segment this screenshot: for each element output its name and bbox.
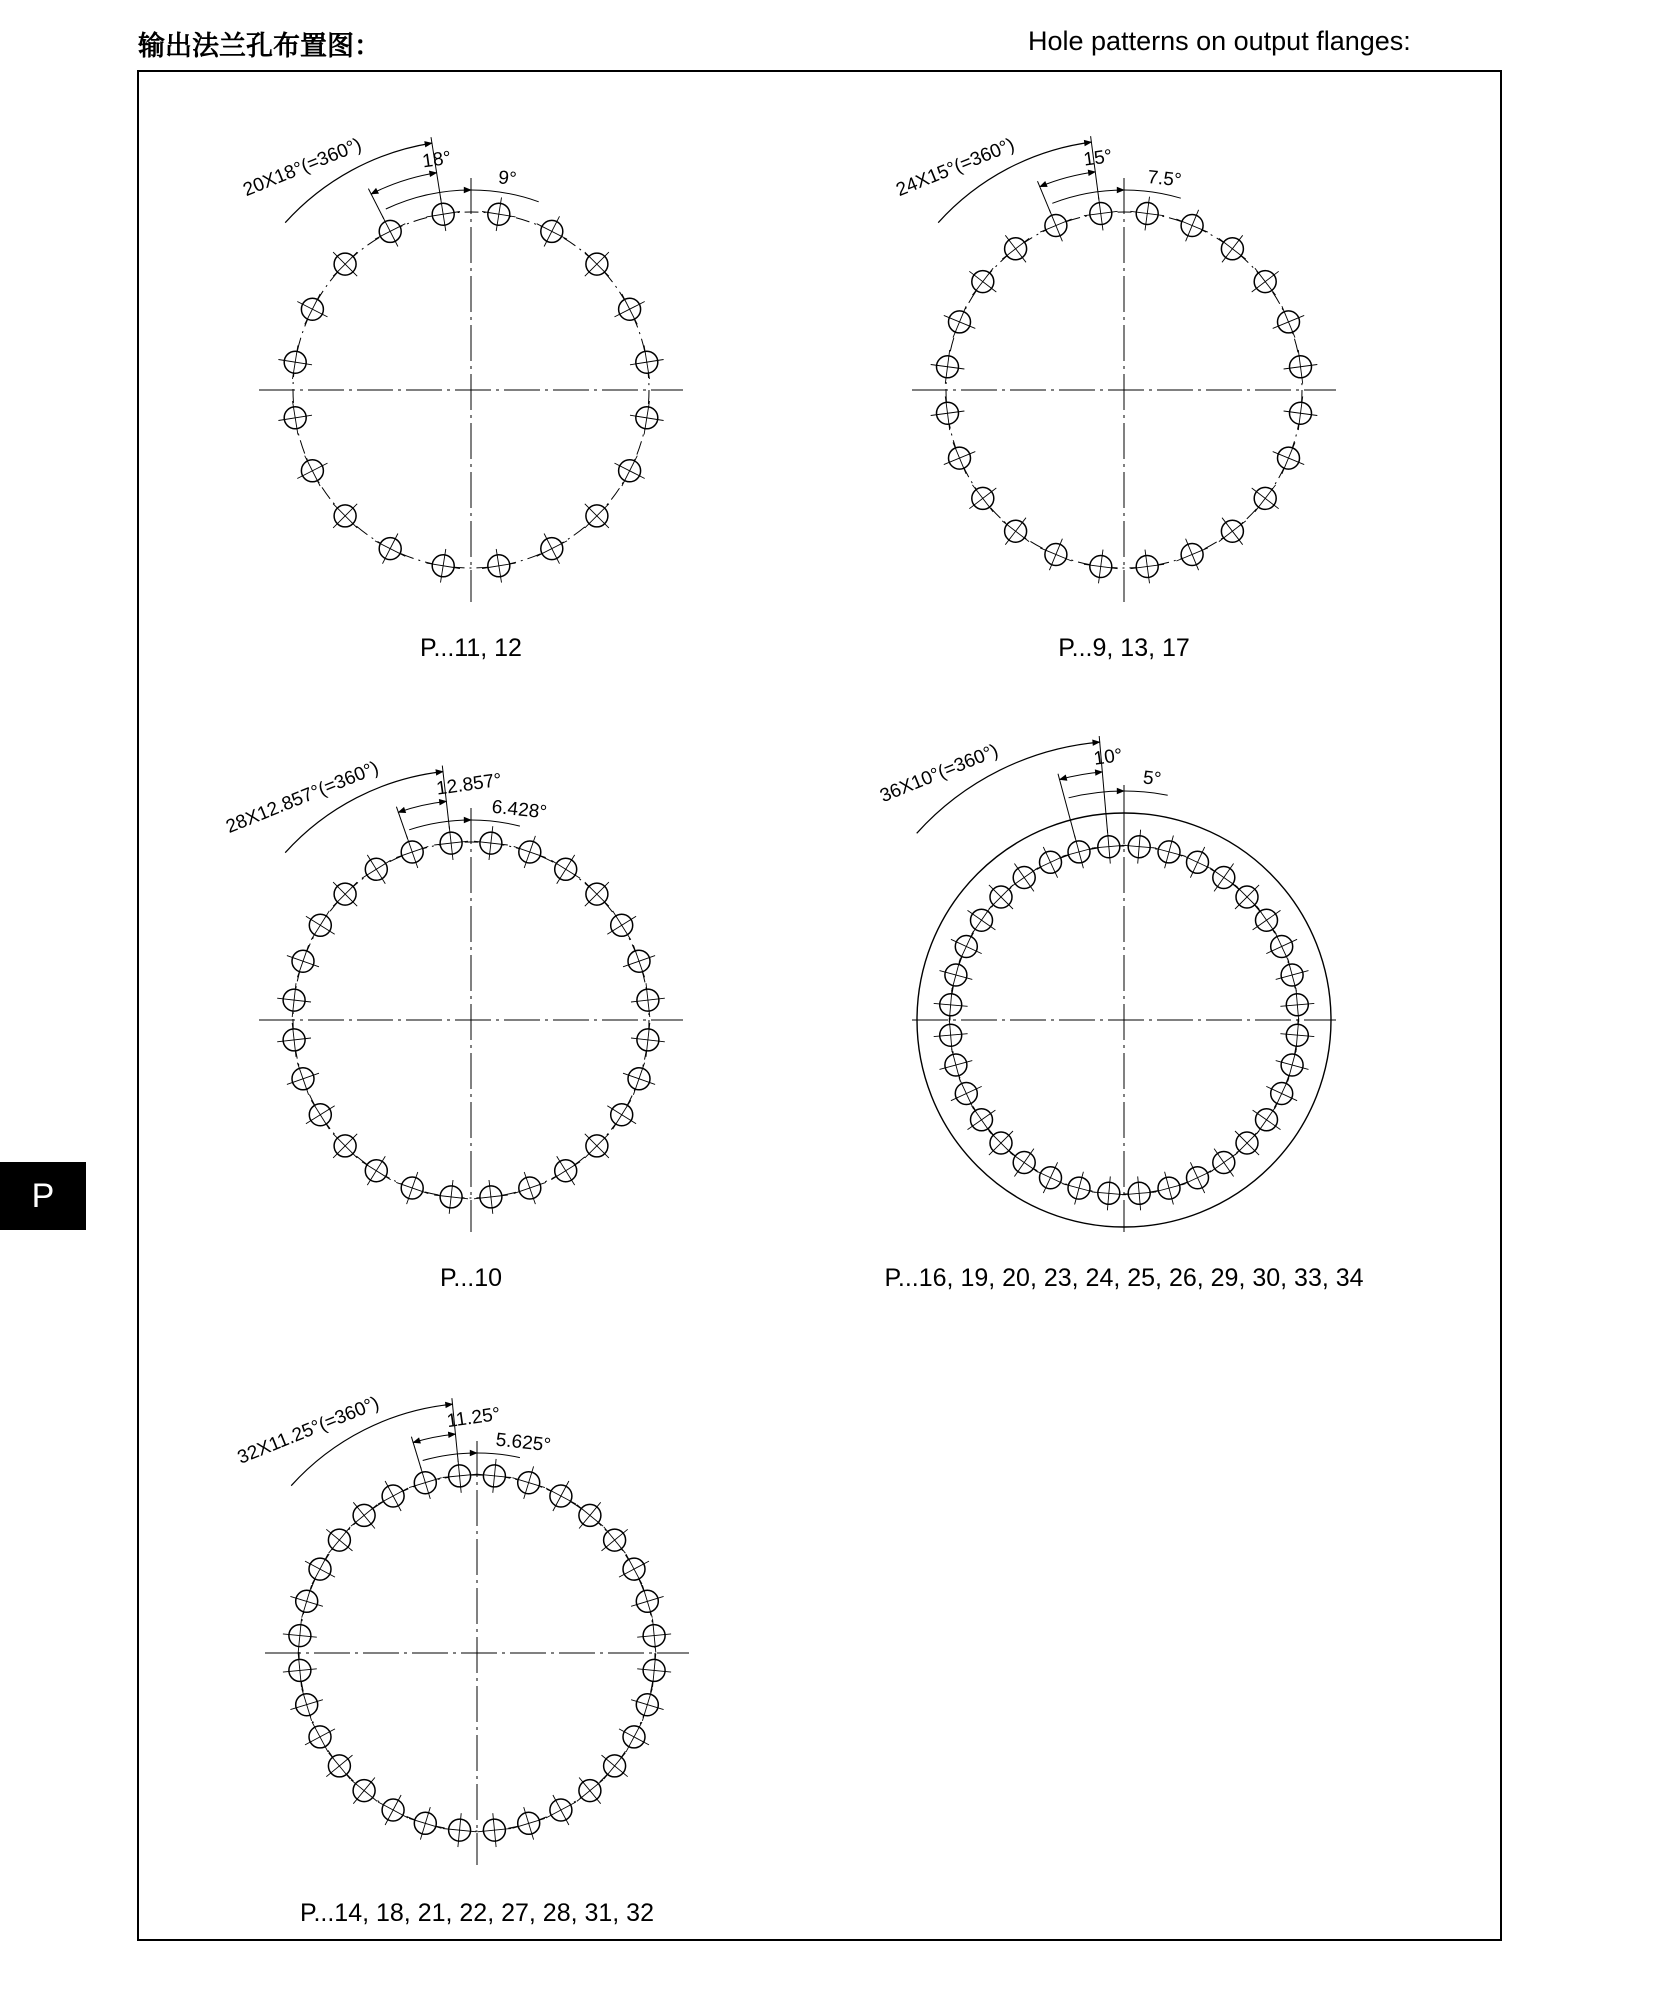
bolt-hole bbox=[478, 1813, 512, 1847]
half-pitch-arc-tail bbox=[1124, 190, 1181, 198]
bolt-hole bbox=[1040, 539, 1071, 571]
bolt-hole bbox=[1084, 550, 1118, 584]
bolt-hole bbox=[326, 1753, 352, 1779]
bolt-hole bbox=[546, 1481, 576, 1511]
bolt-hole bbox=[637, 1654, 671, 1688]
bolt-hole bbox=[1276, 959, 1309, 992]
bolt-hole bbox=[537, 534, 567, 564]
bolt-hole bbox=[283, 1654, 317, 1688]
pitch-arc bbox=[1040, 172, 1096, 187]
bolt-hole bbox=[478, 1459, 512, 1493]
bolt-hole bbox=[512, 1466, 545, 1499]
bolt-hole bbox=[362, 1156, 391, 1185]
half-pitch-arc bbox=[409, 820, 471, 830]
half-pitch-arc bbox=[423, 1453, 477, 1461]
page-title-chinese: 输出法兰孔布置图： bbox=[138, 31, 381, 62]
bolt-hole bbox=[333, 1134, 357, 1158]
bolt-hole bbox=[1273, 442, 1305, 473]
pattern-caption: P...16, 19, 20, 23, 24, 25, 26, 29, 30, 33, 34 bbox=[884, 1264, 1364, 1292]
bolt-hole bbox=[934, 988, 968, 1022]
bolt-hole bbox=[443, 1813, 477, 1847]
bolt-hole bbox=[378, 1481, 408, 1511]
pitch-angle-label: 11.25° bbox=[445, 1403, 502, 1433]
half-pitch-arc-tail bbox=[477, 1453, 520, 1458]
pitch-angle-label: 12.857° bbox=[435, 769, 504, 800]
bolt-hole bbox=[1153, 836, 1186, 869]
bolt-hole bbox=[434, 826, 468, 860]
hole-pattern-p3 bbox=[223, 758, 683, 1292]
bolt-hole bbox=[546, 1795, 576, 1825]
bolt-hole bbox=[1035, 847, 1066, 878]
bolt-hole bbox=[1235, 885, 1259, 909]
bolt-hole bbox=[931, 396, 965, 430]
bolt-hole bbox=[602, 1527, 628, 1553]
bolt-hole bbox=[619, 1554, 649, 1584]
bolt-hole bbox=[482, 197, 515, 231]
bolt-hole bbox=[375, 534, 405, 564]
bolt-hole bbox=[1176, 539, 1207, 571]
bolt-hole bbox=[1284, 396, 1318, 430]
bolt-hole bbox=[283, 1619, 317, 1653]
bolt-hole bbox=[297, 456, 327, 486]
bolt-hole bbox=[631, 1585, 664, 1618]
bolt-hole bbox=[551, 855, 580, 884]
half-pitch-angle-label: 9° bbox=[497, 167, 518, 191]
bolt-hole bbox=[1252, 485, 1279, 512]
bolt-hole bbox=[1252, 268, 1279, 295]
bolt-hole bbox=[623, 945, 655, 977]
pitch-angle-label: 10° bbox=[1092, 745, 1124, 770]
half-pitch-arc-tail bbox=[471, 820, 520, 826]
pitch-arc bbox=[413, 1434, 455, 1442]
bolt-hole bbox=[351, 1778, 377, 1804]
total-angle-label: 32X11.25°(=360°) bbox=[234, 1392, 383, 1469]
pattern-caption: P...11, 12 bbox=[420, 634, 522, 662]
half-pitch-arc bbox=[1052, 190, 1124, 203]
bolt-hole bbox=[1253, 906, 1281, 934]
bolt-hole bbox=[409, 1466, 442, 1499]
bolt-hole bbox=[1280, 1018, 1314, 1052]
bolt-hole bbox=[940, 959, 973, 992]
bolt-hole bbox=[1273, 306, 1305, 337]
bolt-hole bbox=[602, 1753, 628, 1779]
bolt-hole bbox=[951, 1078, 982, 1109]
bolt-hole bbox=[585, 252, 609, 276]
bolt-hole bbox=[607, 1100, 636, 1129]
bolt-hole bbox=[637, 1619, 671, 1653]
bolt-hole bbox=[607, 911, 636, 940]
bolt-hole bbox=[1063, 1172, 1096, 1205]
half-pitch-arc bbox=[386, 190, 471, 209]
bolt-hole bbox=[615, 456, 645, 486]
bolt-hole bbox=[474, 826, 508, 860]
bolt-hole bbox=[1002, 518, 1029, 545]
bolt-hole bbox=[1176, 210, 1207, 242]
bolt-hole bbox=[1276, 1049, 1309, 1082]
pattern-caption: P...14, 18, 21, 22, 27, 28, 31, 32 bbox=[300, 1899, 654, 1927]
bolt-hole bbox=[989, 1131, 1013, 1155]
bolt-hole bbox=[287, 1063, 319, 1095]
bolt-hole bbox=[1040, 210, 1071, 242]
bolt-hole bbox=[290, 1585, 323, 1618]
bolt-hole bbox=[1284, 350, 1318, 384]
bolt-hole bbox=[1002, 235, 1029, 262]
pitch-arc bbox=[398, 801, 446, 812]
bolt-hole bbox=[1182, 847, 1213, 878]
bolt-hole bbox=[1035, 1162, 1066, 1193]
bolt-hole bbox=[968, 906, 996, 934]
half-pitch-angle-label: 6.428° bbox=[490, 796, 548, 824]
bolt-hole bbox=[512, 1807, 545, 1840]
bolt-hole bbox=[968, 1106, 996, 1134]
bolt-hole bbox=[378, 1795, 408, 1825]
bolt-hole bbox=[969, 485, 996, 512]
bolt-hole bbox=[278, 401, 312, 435]
bolt-hole bbox=[944, 306, 976, 337]
bolt-hole bbox=[514, 836, 546, 868]
bolt-hole bbox=[1010, 1149, 1038, 1177]
bolt-hole bbox=[1092, 1176, 1126, 1210]
bolt-hole bbox=[623, 1063, 655, 1095]
bolt-hole bbox=[426, 549, 460, 583]
bolt-hole bbox=[1266, 931, 1297, 962]
bolt-hole bbox=[305, 1554, 335, 1584]
bolt-hole bbox=[278, 345, 312, 379]
bolt-hole bbox=[631, 1023, 665, 1057]
bolt-hole bbox=[306, 911, 335, 940]
bolt-hole bbox=[305, 1722, 335, 1752]
bolt-hole bbox=[426, 197, 460, 231]
bolt-hole bbox=[1084, 197, 1118, 231]
bolt-hole bbox=[333, 882, 357, 906]
bolt-hole bbox=[1122, 1176, 1156, 1210]
hole-pattern-p1 bbox=[240, 134, 683, 662]
bolt-hole bbox=[631, 1688, 664, 1721]
bolt-hole bbox=[297, 294, 327, 324]
page-title-english: Hole patterns on output flanges: bbox=[1028, 26, 1411, 56]
bolt-hole bbox=[551, 1156, 580, 1185]
bolt-hole bbox=[577, 1502, 603, 1528]
bolt-hole bbox=[375, 216, 405, 246]
bolt-hole bbox=[482, 549, 515, 583]
bolt-hole bbox=[1092, 830, 1126, 864]
pitch-angle-label: 18° bbox=[421, 147, 453, 173]
bolt-hole bbox=[362, 855, 391, 884]
extension-line bbox=[368, 189, 383, 219]
bolt-hole bbox=[969, 268, 996, 295]
bolt-hole bbox=[989, 885, 1013, 909]
bolt-hole bbox=[396, 1172, 428, 1204]
bolt-hole bbox=[1219, 235, 1246, 262]
bolt-hole bbox=[290, 1688, 323, 1721]
bolt-hole bbox=[409, 1807, 442, 1840]
bolt-hole bbox=[577, 1778, 603, 1804]
bolt-hole bbox=[619, 1722, 649, 1752]
bolt-hole bbox=[474, 1180, 508, 1214]
bolt-hole bbox=[396, 836, 428, 868]
bolt-hole bbox=[615, 294, 645, 324]
bolt-hole bbox=[326, 1527, 352, 1553]
half-pitch-arc-tail bbox=[471, 190, 539, 202]
bolt-hole bbox=[1266, 1078, 1297, 1109]
bolt-hole bbox=[1122, 830, 1156, 864]
bolt-hole bbox=[333, 252, 357, 276]
hole-pattern-p4 bbox=[877, 736, 1364, 1292]
bolt-hole bbox=[537, 216, 567, 246]
bolt-hole bbox=[951, 931, 982, 962]
bolt-hole bbox=[277, 983, 311, 1017]
extension-line bbox=[1038, 181, 1051, 212]
bolt-hole bbox=[333, 504, 357, 528]
bolt-hole bbox=[1130, 550, 1164, 584]
half-pitch-angle-label: 5° bbox=[1141, 767, 1163, 791]
bolt-hole bbox=[1210, 1149, 1238, 1177]
pitch-arc bbox=[1060, 772, 1103, 780]
bolt-hole bbox=[934, 1018, 968, 1052]
pattern-caption: P...9, 13, 17 bbox=[1058, 634, 1190, 662]
bolt-hole bbox=[514, 1172, 546, 1204]
total-angle-label: 36X10°(=360°) bbox=[877, 740, 1002, 807]
bolt-hole bbox=[630, 401, 664, 435]
bolt-hole bbox=[1130, 197, 1164, 231]
bolt-hole bbox=[630, 345, 664, 379]
bolt-hole bbox=[585, 504, 609, 528]
half-pitch-angle-label: 5.625° bbox=[494, 1429, 552, 1457]
bolt-hole bbox=[1280, 988, 1314, 1022]
bolt-hole bbox=[585, 882, 609, 906]
total-angle-label: 28X12.857°(=360°) bbox=[223, 757, 382, 838]
bolt-hole bbox=[1153, 1172, 1186, 1205]
hole-pattern-p5 bbox=[235, 1393, 689, 1927]
bolt-hole bbox=[1182, 1162, 1213, 1193]
bolt-hole bbox=[931, 350, 965, 384]
bolt-hole bbox=[277, 1023, 311, 1057]
total-angle-label: 20X18°(=360°) bbox=[240, 134, 365, 201]
pattern-caption: P...10 bbox=[439, 1264, 503, 1292]
bolt-hole bbox=[287, 945, 319, 977]
bolt-hole bbox=[944, 442, 976, 473]
total-angle-label: 24X15°(=360°) bbox=[893, 134, 1018, 201]
pitch-angle-label: 15° bbox=[1082, 145, 1114, 171]
half-pitch-angle-label: 7.5° bbox=[1146, 166, 1183, 192]
bolt-hole bbox=[940, 1049, 973, 1082]
bolt-hole bbox=[443, 1459, 477, 1493]
hole-pattern-p2 bbox=[893, 134, 1336, 662]
bolt-hole bbox=[1010, 864, 1038, 892]
half-pitch-arc-tail bbox=[1124, 791, 1168, 795]
half-pitch-arc bbox=[1069, 791, 1124, 798]
pitch-arc bbox=[371, 173, 437, 194]
bolt-hole bbox=[585, 1134, 609, 1158]
bolt-hole bbox=[1219, 518, 1246, 545]
bolt-hole bbox=[306, 1100, 335, 1129]
bolt-hole bbox=[1063, 836, 1096, 869]
bolt-hole bbox=[1210, 864, 1238, 892]
section-tab-label: P bbox=[31, 1176, 55, 1215]
extension-line bbox=[1058, 774, 1075, 839]
bolt-hole bbox=[631, 983, 665, 1017]
bolt-hole bbox=[351, 1502, 377, 1528]
bolt-hole bbox=[434, 1180, 468, 1214]
bolt-hole bbox=[1235, 1131, 1259, 1155]
bolt-hole bbox=[1253, 1106, 1281, 1134]
